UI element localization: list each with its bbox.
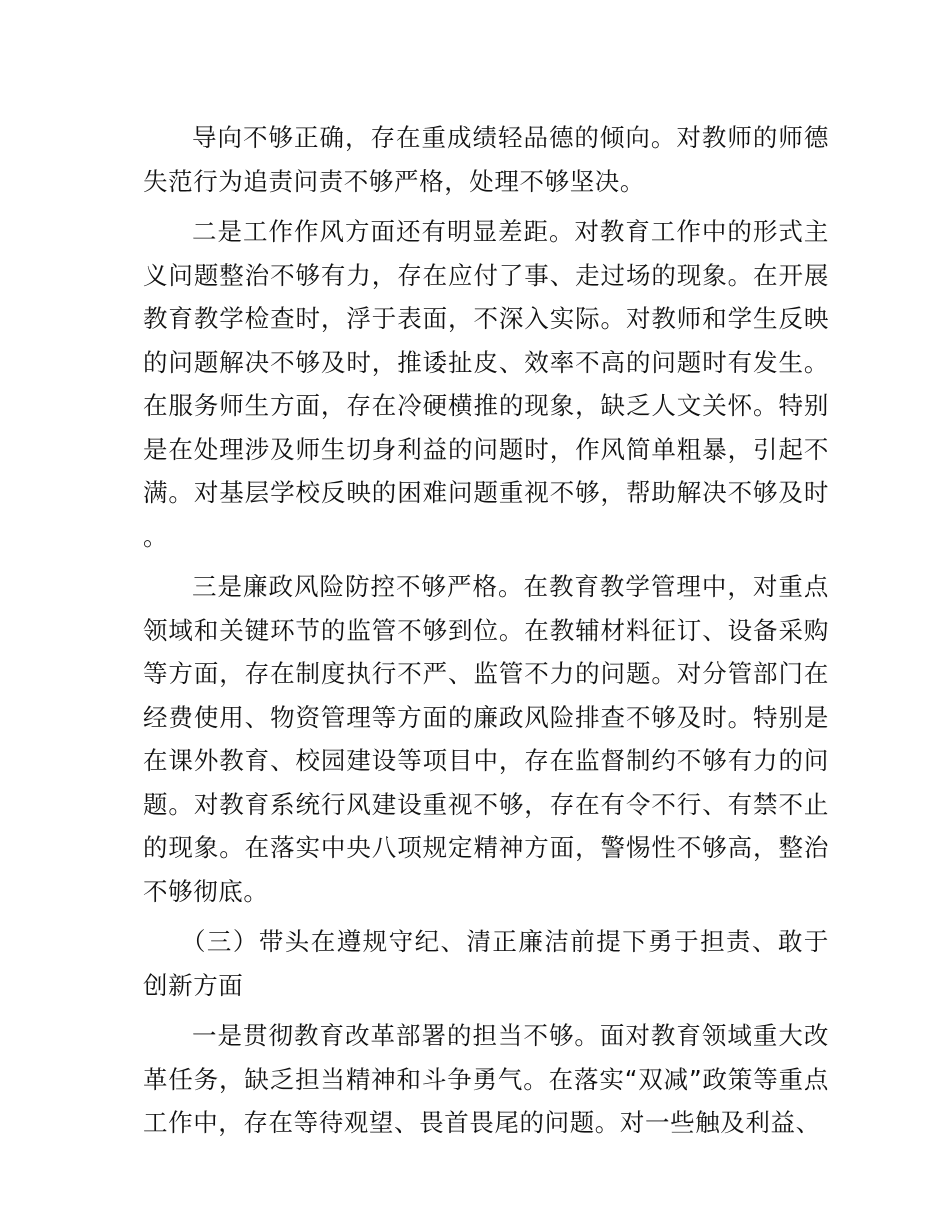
paragraph-continuation: 导向不够正确，存在重成绩轻品德的倾向。对教师的师德失范行为追责问责不够严格，处理不够坚决。 — [143, 123, 829, 196]
paragraph-reform-responsibility: 一是贯彻教育改革部署的担当不够。面对教育领域重大改革任务，缺乏担当精神和斗争勇气。在落实“双减”政策等重点工作中，存在等待观望、畏首畏尾的问题。对一些触及利益、 — [143, 1021, 829, 1137]
paragraph-integrity-risk: 三是廉政风险防控不够严格。在教育教学管理中，对重点领域和关键环节的监管不够到位。在教辅材料征订、设备采购等方面，存在制度执行不严、监管不力的问题。对分管部门在经费使用、物资管理等方面的廉政风险排查不够及时。特别是在课外教育、校园建设等项目中，存在监督制约不够有力的问题。对教育系统行风建设重视不够，存在有令不行、有禁不止的现象。在落实中央八项规定精神方面，警惕性不够高，整治不够彻底。 — [143, 572, 829, 906]
section-heading-three: （三）带头在遵规守纪、清正廉洁前提下勇于担责、敢于创新方面 — [143, 927, 829, 1000]
document-body — [143, 116, 829, 1152]
paragraph-work-style: 二是工作作风方面还有明显差距。对教育工作中的形式主义问题整治不够有力，存在应付了事、走过场的现象。在开展教育教学检查时，浮于表面，不深入实际。对教师和学生反映的问题解决不够及时，推诿扯皮、效率不高的问题时有发生。在服务师生方面，存在冷硬横推的现象，缺乏人文关怀。特别是在处理涉及师生切身利益的问题时，作风简单粗暴，引起不满。对基层学校反映的困难问题重视不够，帮助解决不够及时。 — [143, 217, 829, 551]
